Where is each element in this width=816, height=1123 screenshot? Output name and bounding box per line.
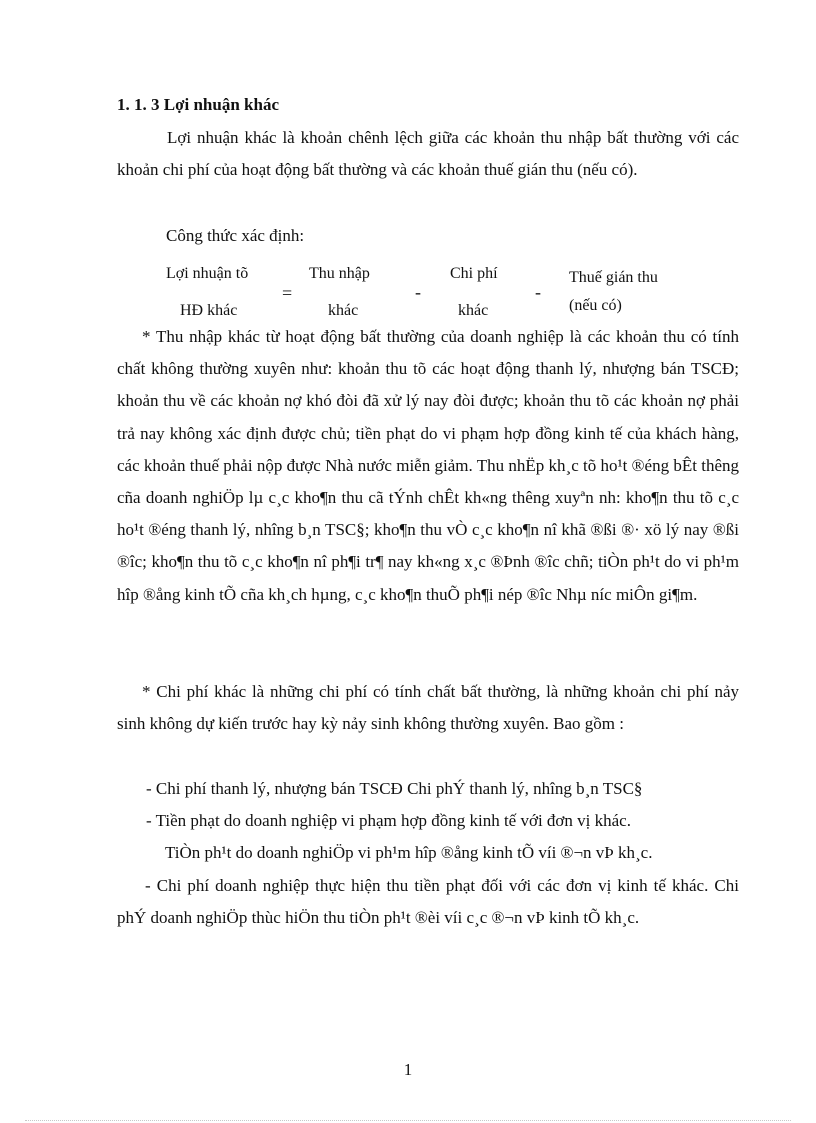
formula-term2-line1: Thu nhập <box>309 265 370 282</box>
paragraph-penalty-collection: - Chi phí doanh nghiệp thực hiện thu tiền phạt đối với các đơn vị kinh tế khác. Chi phÝ doanh nghiÖp thùc hiÖn thu tiÒn ph¹t ®èi víi c¸c ®¬n vÞ kinh tÕ kh¸c. <box>117 876 739 928</box>
section-heading: 1. 1. 3 Lợi nhuận khác <box>117 95 279 114</box>
formula-minus-2: - <box>535 282 541 302</box>
list-item-penalty-legacy: TiÒn ph¹t do doanh nghiÖp vi ph¹m hîp ®ång kinh tÕ víi ®¬n vÞ kh¸c. <box>165 843 653 862</box>
formula-term3-line2: khác <box>458 302 489 319</box>
formula-term2-line2: khác <box>328 302 359 319</box>
paragraph-other-expenses: * Chi phí khác là những chi phí có tính chất bất thường, là những khoản chi phí nảy sinh không dự kiến trước hay kỳ nảy sinh không thường xuyên. Bao gồm : <box>117 682 739 734</box>
formula-lead: Công thức xác định: <box>166 226 305 245</box>
formula-term1-line2: HĐ khác <box>180 302 238 319</box>
formula-term1-line1: Lợi nhuận tõ <box>166 265 249 282</box>
list-item-liquidation: - Chi phí thanh lý, nhượng bán TSCĐ Chi phÝ thanh lý, nhîng b¸n TSC§ <box>146 779 643 798</box>
paragraph-other-income: * Thu nhập khác từ hoạt động bất thường của doanh nghiệp là các khoản thu có tính chất không thường xuyên như: khoản thu tõ các hoạt động thanh lý, nhượng bán TSCĐ; khoản thu về các khoản nợ khó đòi đã xử lý nay đòi được; khoản thu tõ các khoản nợ phải trả nay không xác định được chủ; tiền phạt do vi phạm hợp đồng kinh tế của khách hàng, các khoản thuế phải nộp được Nhà nước miễn giảm. Thu nhËp kh¸c tõ ho¹t ®éng bÊt thêng cña doanh nghiÖp lµ c¸c kho¶n thu cã tÝnh chÊt kh«ng thêng xuyªn nh: kho¶n thu tõ c¸c ho¹t ®éng thanh lý, nhîng b¸n TSC§; kho¶n thu vÒ c¸c kho¶n nî khã ®ßi ®· xö lý nay ®ßi ®îc; kho¶n thu tõ c¸c kho¶n nî ph¶i tr¶ nay kh«ng x¸c ®Þnh ®îc chñ; tiÒn ph¹t do vi ph¹m hîp ®ång kinh tÕ cña kh¸ch hµng, c¸c kho¶n thuÕ ph¶i nép ®îc Nhµ níc miÔn gi¶m. <box>117 327 739 604</box>
list-item-penalty: - Tiền phạt do doanh nghiệp vi phạm hợp đồng kinh tế với đơn vị khác. <box>146 811 631 830</box>
formula-term4-line2: (nếu có) <box>569 297 622 314</box>
formula-term4-line1: Thuế gián thu <box>569 269 658 286</box>
formula-equals: = <box>282 283 293 303</box>
page-number: 1 <box>403 1060 413 1079</box>
paragraph-definition: Lợi nhuận khác là khoản chênh lệch giữa các khoản thu nhập bất thường với các khoản chi phí của hoạt động bất thường và các khoản thuế gián thu (nếu có). <box>117 128 739 180</box>
formula-term3-line1: Chi phí <box>450 265 498 282</box>
page-bottom-rule <box>25 1120 791 1121</box>
formula-minus-1: - <box>415 282 421 302</box>
